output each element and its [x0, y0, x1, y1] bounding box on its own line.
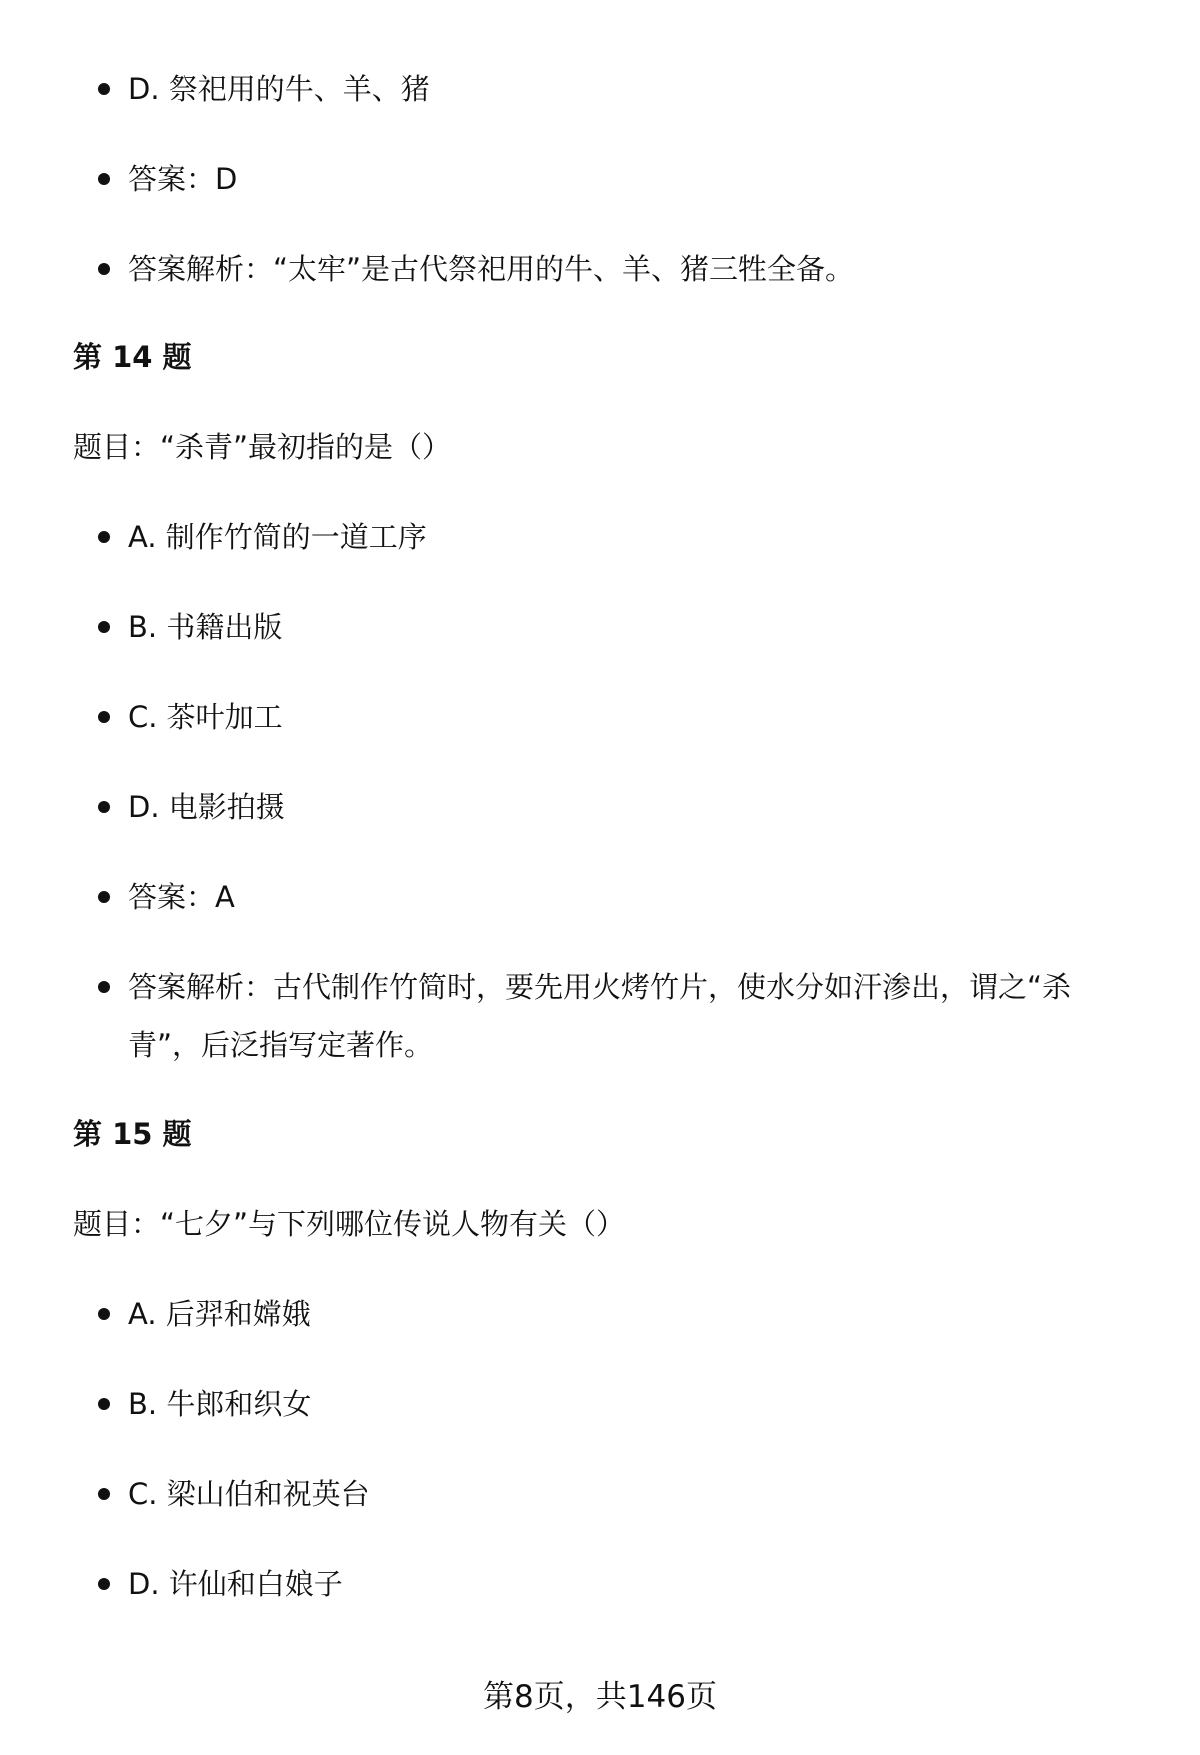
bullet-icon: [98, 621, 110, 633]
option-text: C. 茶叶加工: [128, 700, 283, 734]
option-text: C. 梁山伯和祝英台: [128, 1477, 370, 1511]
answer-text: 答案：D: [128, 162, 238, 196]
option-text: A. 后羿和嫦娥: [128, 1297, 311, 1331]
explanation-text: 答案解析：古代制作竹简时，要先用火烤竹片，使水分如汗渗出，谓之“杀青”，后泛指写定著作。: [128, 970, 1072, 1062]
bullet-icon: [98, 711, 110, 723]
bullet-icon: [98, 981, 110, 993]
option-text: D. 祭祀用的牛、羊、猪: [128, 72, 430, 106]
question-text-15: 题目：“七夕”与下列哪位传说人物有关（）: [73, 1207, 626, 1241]
option-text: B. 书籍出版: [128, 610, 283, 644]
bullet-icon: [98, 83, 110, 95]
question-text-14: 题目：“杀青”最初指的是（）: [73, 430, 452, 464]
bullet-icon: [98, 263, 110, 275]
page-footer: 第8页，共146页: [483, 1679, 717, 1715]
answer-text: 答案：A: [128, 880, 235, 914]
bullet-icon: [98, 1398, 110, 1410]
option-text: B. 牛郎和织女: [128, 1387, 312, 1421]
bullet-icon: [98, 1488, 110, 1500]
question-heading-15: 第 15 题: [73, 1117, 192, 1151]
option-text: D. 电影拍摄: [128, 790, 285, 824]
bullet-icon: [98, 173, 110, 185]
bullet-icon: [98, 1578, 110, 1590]
question-heading-14: 第 14 题: [73, 340, 192, 374]
bullet-icon: [98, 531, 110, 543]
explanation-text: 答案解析：“太牢”是古代祭祀用的牛、羊、猪三牲全备。: [128, 252, 855, 286]
bullet-icon: [98, 801, 110, 813]
option-text: D. 许仙和白娘子: [128, 1567, 343, 1601]
option-text: A. 制作竹简的一道工序: [128, 520, 427, 554]
bullet-icon: [98, 1308, 110, 1320]
bullet-icon: [98, 891, 110, 903]
